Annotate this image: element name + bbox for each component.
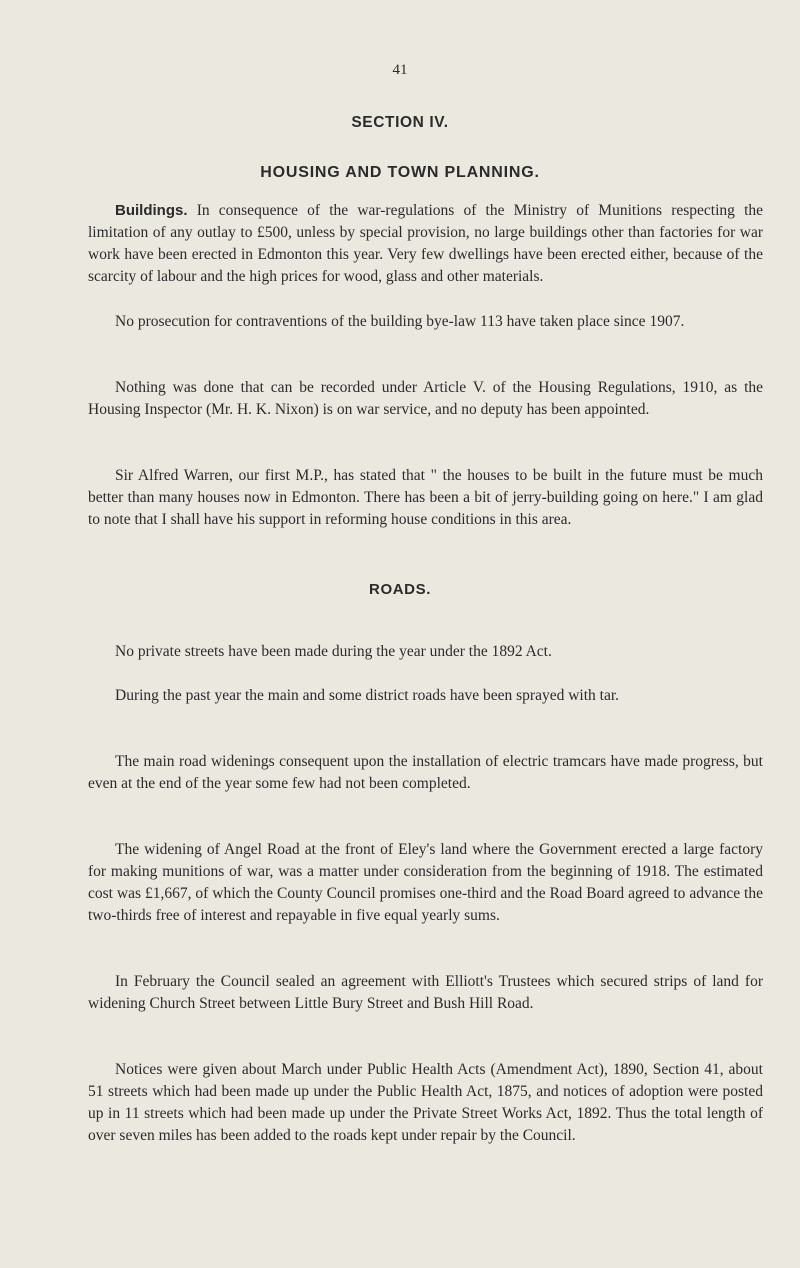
buildings-paragraph <box>88 200 763 288</box>
public-health-notices-paragraph: Notices were given about March under Public Health Acts (Amendment Act), 1890, Section 41, about 51 streets which had been made up under the Public Health Act, 1875, and notices of adoption were posted up in 11 streets which had been made up under the Private Street Works Act, 1892. Thus the total length of over seven miles has been added to the roads kept under repair by the Council. <box>88 1061 763 1144</box>
buildings-paragraph-text: In consequence of the war-regulations of the Ministry of Munitions respecting the limitation of any outlay to £500, unless by special provision, no large buildings other than factories for war work have been erected in Edmonton this year. Very few dwellings have been erected either, because of the scarcity of labour and the high prices for wood, glass and other materials. <box>88 202 764 285</box>
angel-road-paragraph: The widening of Angel Road at the front of Eley's land where the Government erected a large factory for making munitions of war, was a matter under consideration from the beginning of 1918. The estimated cost was £1,667, of which the County Council promises one-third and the Road Board agreed to advance the two-thirds free of interest and repayable in five equal yearly sums. <box>88 841 763 924</box>
alfred-warren-paragraph: Sir Alfred Warren, our first M.P., has stated that " the houses to be built in the future must be much better than many houses now in Edmonton. There has been a bit of jerry-building going on here." I am glad to note that I shall have his support in reforming house conditions in this area. <box>88 467 763 528</box>
housing-regulations-paragraph: Nothing was done that can be recorded under Article V. of the Housing Regulations, 1910, as the Housing Inspector (Mr. H. K. Nixon) is on war service, and no deputy has been appointed. <box>88 379 763 418</box>
page-number: 41 <box>392 62 408 78</box>
bye-law-paragraph: No prosecution for contraventions of the building bye-law 113 have taken place since 1907. <box>115 313 685 330</box>
tar-spraying-paragraph: During the past year the main and some district roads have been sprayed with tar. <box>115 687 620 704</box>
church-street-paragraph: In February the Council sealed an agreement with Elliott's Trustees which secured strips of land for widening Church Street between Little Bury Street and Bush Hill Road. <box>88 973 763 1012</box>
roads-heading: ROADS. <box>369 581 431 598</box>
section-heading: SECTION IV. <box>351 114 449 131</box>
main-heading: HOUSING AND TOWN PLANNING. <box>260 164 540 181</box>
buildings-run-in-heading: Buildings. <box>115 202 188 219</box>
tramcar-widenings-paragraph: The main road widenings consequent upon the installation of electric tramcars have made progress, but even at the end of the year some few had not been completed. <box>88 753 763 792</box>
private-streets-paragraph: No private streets have been made during the year under the 1892 Act. <box>115 643 552 660</box>
